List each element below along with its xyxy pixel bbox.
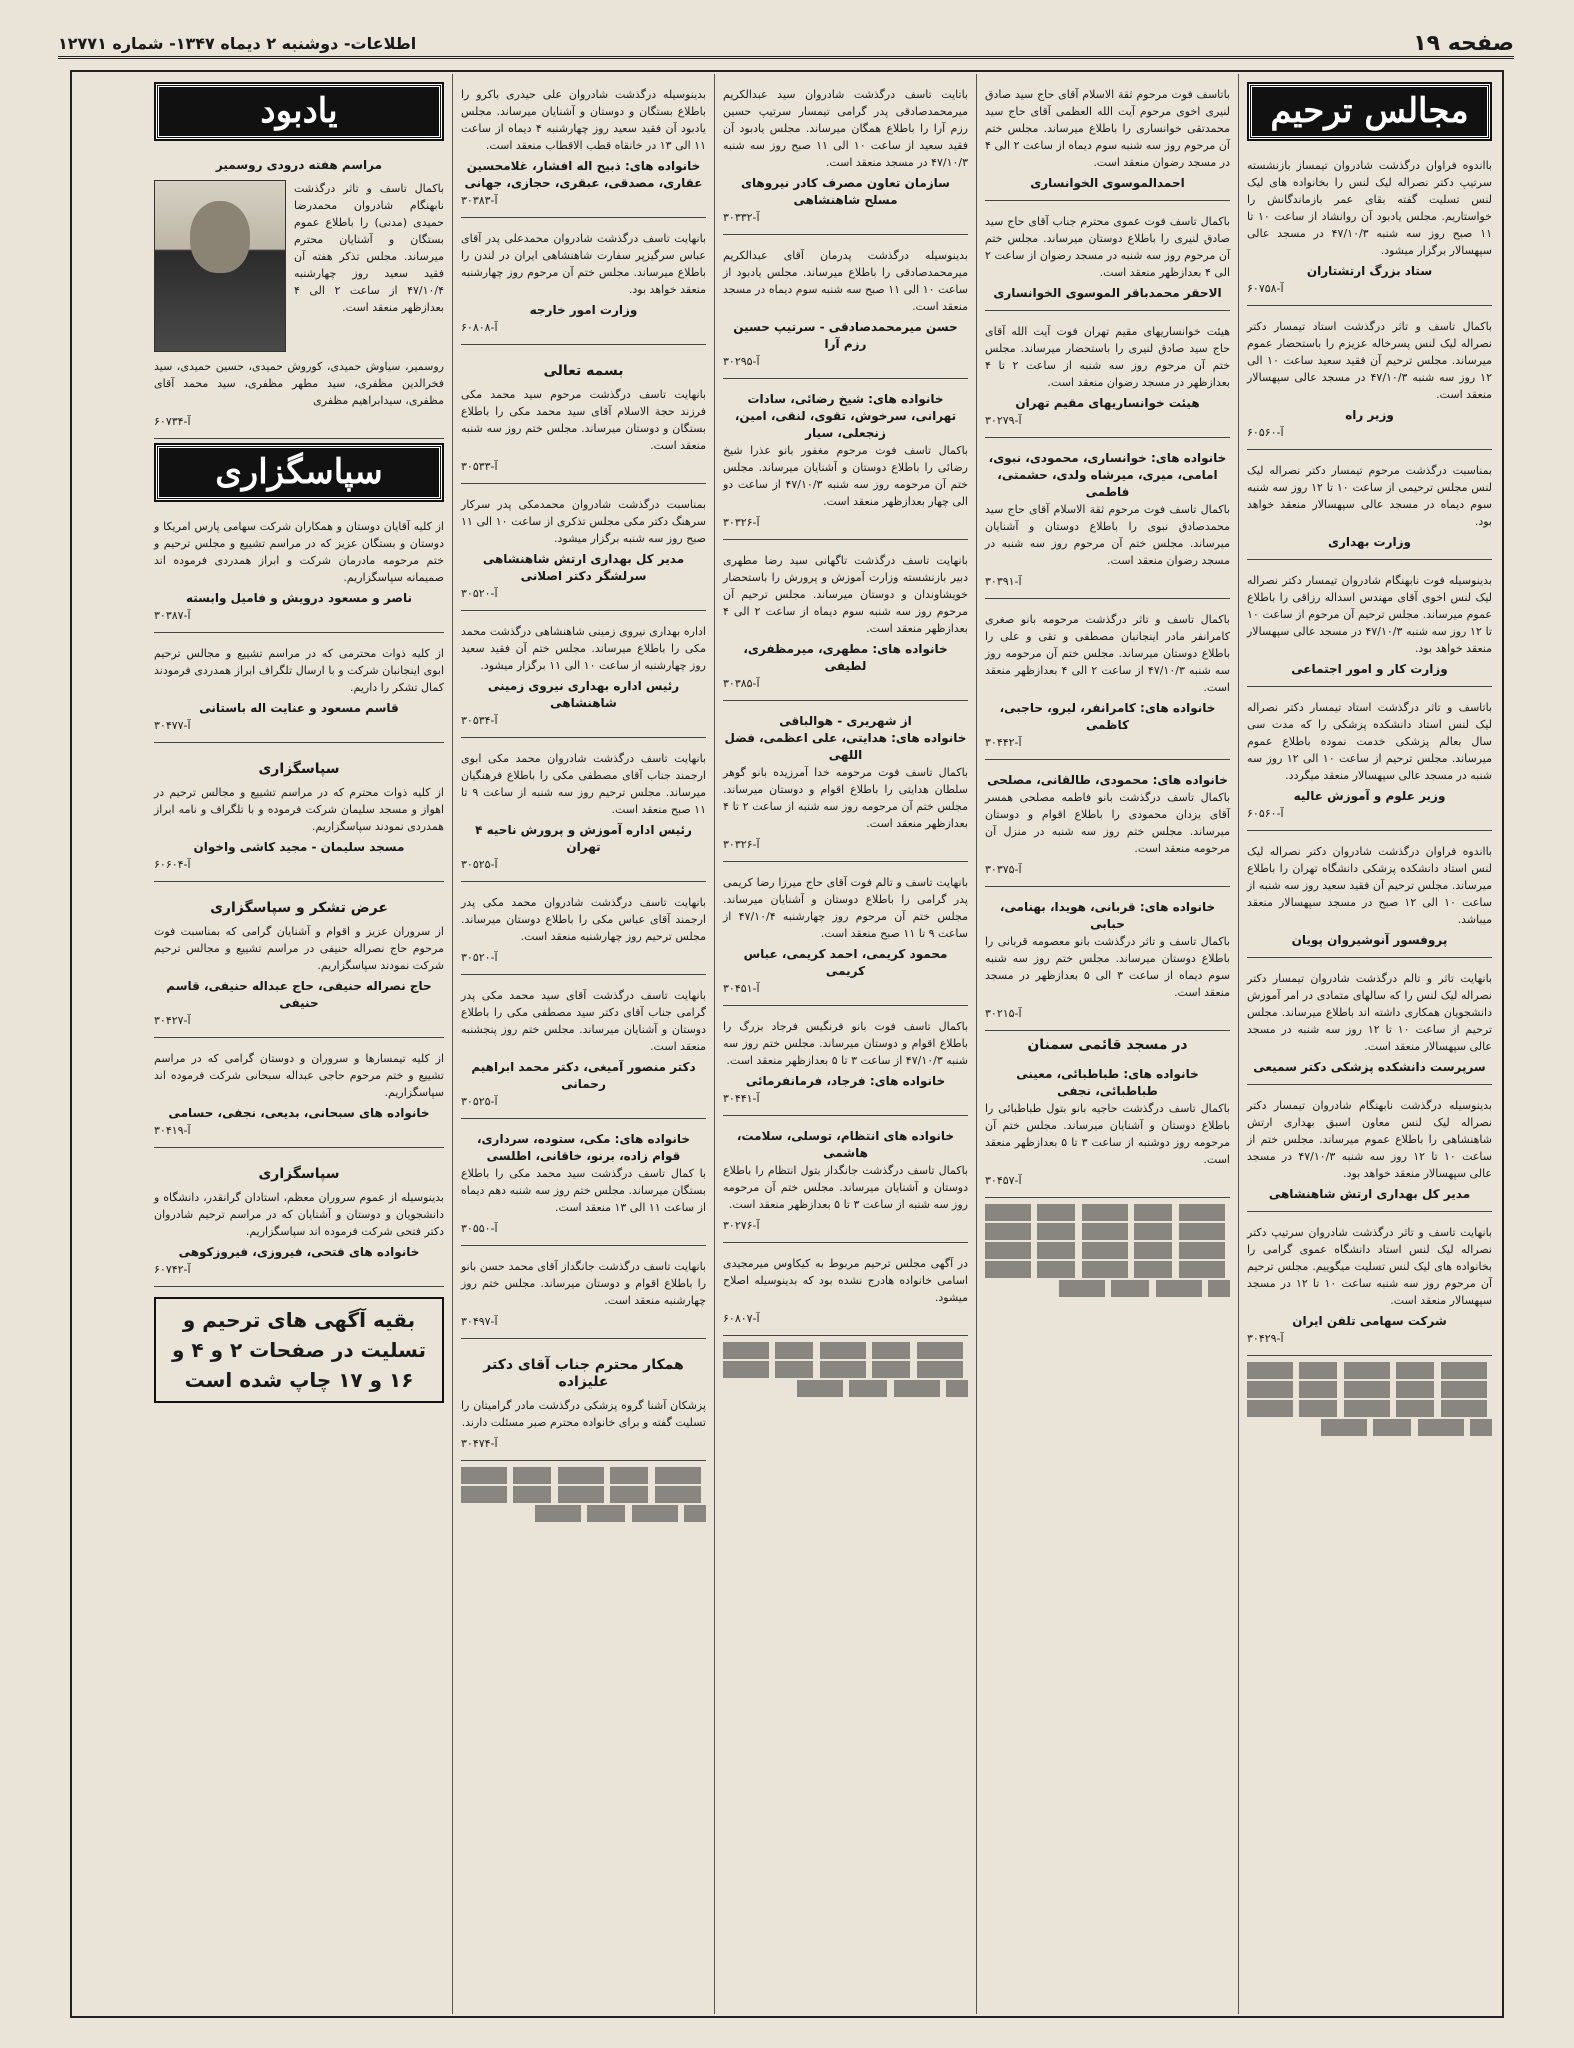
notice-text: در آگهی مجلس ترحیم مربوط به کیکاوس میرمجیدی اسامی خانواده هادرج نشده بود که بدینوسیله اصلاح میشود. xyxy=(723,1257,968,1304)
notice-text: باکمال تاسف فوت بانو فرنگیس فرجاد بزرگ را باطلاع اقوام و دوستان میرساند. مجلس ختم روز سه شنبه ۴۷/۱۰/۳ از ساعت ۳ تا ۵ بعدازظهر منعقد است. xyxy=(723,1020,968,1067)
text-line xyxy=(797,1380,969,1397)
notice xyxy=(985,444,1230,599)
notice-code: آ-۶۰۵۶۰ xyxy=(1247,807,1284,820)
notice-signer: وزیر علوم و آموزش عالیه xyxy=(1293,789,1446,803)
notice-text: با کمال تاسف درگذشت سید محمد مکی را باطلاع بستگان میرساند. مجلس ختم روز سه شنبه دهم دیماه از ساعت ۱۱ الی ۱۳ منعقد است. xyxy=(461,1167,706,1214)
notice xyxy=(985,893,1230,1031)
notice-families: خانواده های فتحی، فیروزی، فیروزکوهی xyxy=(178,1245,420,1259)
notice-families: خانواده های: طباطبائی، معینی طباطبائی، نجفی xyxy=(1016,1067,1199,1098)
notice-families: خانواده های: مطهری، میرمظفری، لطیفی xyxy=(743,642,948,673)
notice-families: خانواده های سبحانی، بدیعی، نجفی، حسامی xyxy=(168,1106,430,1120)
notice-code: آ-۳۰۳۹۱ xyxy=(985,575,1022,588)
notice-text: بمناسبت درگذشت مرحوم تیمسار دکتر نصراله لیک لنس مجلس ترحیمی از ساعت ۱۰ تا ۱۲ روز سه شنبه سوم دیماه در مسجد عالی سپهسالار منعقد خواهد بود. xyxy=(1247,464,1492,528)
notice xyxy=(723,1249,968,1336)
notice xyxy=(461,617,706,738)
notice-code: آ-۳۰۴۷۴ xyxy=(461,1437,498,1450)
text-line xyxy=(723,1342,968,1359)
notice xyxy=(154,1044,444,1148)
text-line xyxy=(461,1467,706,1484)
notice-code: آ-۳۰۴۲۷ xyxy=(154,1014,191,1027)
notice xyxy=(461,1125,706,1246)
notice xyxy=(1247,964,1492,1085)
notice xyxy=(1247,312,1492,450)
notice-signer: مدیر کل بهداری ارتش شاهنشاهی xyxy=(1268,1187,1471,1201)
notice-heading: بسمه تعالی xyxy=(543,363,624,379)
notice xyxy=(723,385,968,540)
notice-text: باتاسف و تاثر درگذشت استاد تیمسار دکتر نصراله لیک لنس استاد دانشکده پزشکی را که مدت سی سال بعالم پزشکی خدمت نموده باطلاع عموم میرساند. مجلس ترحیم از ساعت ۱۰ الی ۱۲ روز سه شنبه در مسجد عالی سپهسالار منعقد میگردد. xyxy=(1247,701,1492,782)
notice-text: بدینوسیله از عموم سروران معظم، استادان گرانقدر، دانشگاه و دانشجویان و دوستان و آشنایان که در مراسم ترحیم شادروان دکتر فتحی شرکت فرموده اند سپاسگزاریم. xyxy=(154,1191,444,1238)
notice-signer: وزارت امور خارجه xyxy=(529,303,638,317)
notice-text: هیئت خوانساریهای مقیم تهران فوت آیت الله آقای حاج سید صادق لنیری را باستحضار میرساند. مجلس ختم آن مرحوم روز سه شنبه از ساعت ۲ تا ۴ بعدازظهر در مسجد رضوان منعقد است. xyxy=(985,325,1231,389)
notice-families: خانواده های: مکی، ستوده، سرداری، قوام زاده، برنو، خاقانی، اطلسی xyxy=(476,1132,690,1163)
text-line xyxy=(1321,1419,1493,1436)
notice-code: آ-۳۰۵۲۵ xyxy=(461,1095,498,1108)
notice-text: بانهایت تاسف درگذشت مرحوم سید محمد مکی فرزند حجة الاسلام آقای سید محمد مکی را باطلاع بستگان و دوستان میرساند. مجلس ختم روز سه شنبه منعقد است. xyxy=(461,388,706,452)
column-3 xyxy=(714,74,976,2014)
notice-text: بدینوسیله فوت نابهنگام شادروان تیمسار دکتر نصراله لیک لنس اخوی آقای مهندس اسداله رزاقی را باطلاع عموم میرساند. مجلس ترحیم آن مرحوم از ساعت ۱۰ تا ۱۲ روز سه شنبه ۴۷/۱۰/۳ در مسجد عالی سپهسالار منعقد خواهد بود. xyxy=(1247,574,1492,655)
notice xyxy=(1247,456,1492,560)
notice-text: از کلیه ذوات محترمی که در مراسم تشییع و مجالس ترحیم ابوی اینجانبان شرکت و با ارسال تلگراف ابراز همدردی فرمودند کمال تشکر را داریم. xyxy=(154,647,444,694)
notice-text: بااندوه فراوان درگذشت شادروان دکتر نصراله لیک لنس استاد دانشکده پزشکی دانشگاه تهران را باطلاع میرساند. مجلس ترحیم آن فقید سعید روز سه شنبه از ساعت ۱۰ الی ۱۲ صبح در مسجد سپهسالار منعقد میباشد. xyxy=(1247,845,1492,926)
notice xyxy=(1247,693,1492,831)
notice-text: بانهایت تاسف درگذشت تاگهانی سید رضا مطهری دبیر بازنشسته وزارت آموزش و پرورش را باستحضار خویشاوندان و دوستان میرساند. مجلس ترحیم آن مرحوم روز سه شنبه سوم دیماه از ساعت ۲ الی ۴ بعدازظهر منعقد است. xyxy=(723,554,968,635)
text-line xyxy=(1247,1400,1492,1417)
notice-text: از کلیه ذوات محترم که در مراسم تشییع و مجالس ترحیم در اهواز و مسجد سلیمان شرکت فرموده و با تلگراف و نامه ابراز همدردی نمودند سپاسگزاریم. xyxy=(154,786,444,833)
notice-code: آ-۳۰۲۱۵ xyxy=(985,1007,1022,1020)
notice-code: آ-۳۰۵۳۴ xyxy=(461,714,498,727)
notice-signer: هیئت خوانساریهای مقیم تهران xyxy=(1015,396,1200,410)
notice-code: آ-۳۰۳۷۵ xyxy=(985,863,1022,876)
notice-text: از سروران عزیز و اقوام و آشنایان گرامی که بمناسبت فوت مرحوم حاج نصراله حنیفی در مراسم تشییع و مجالس ترحیم شرکت نمودند سپاسگزاریم. xyxy=(154,925,444,972)
notice xyxy=(461,981,706,1119)
notice-text: باکمال تاسف فوت مرحوم مغفور بانو عذرا شیخ رضائی را باطلاع دوستان و آشنایان میرساند. مجلس ختم آن مرحومه روز سه شنبه ۴۷/۱۰/۳ از ساعت دو الی چهار بعدازظهر منعقد است. xyxy=(723,444,968,508)
notice-families: خانواده های: ذبیح اله افشار، غلامحسین عقاری، مصدقی، عبقری، حجازی، جهانی xyxy=(464,159,703,190)
text-line xyxy=(985,1223,1230,1240)
notice-families: دکتر منصور آمیغی، دکتر محمد ابراهیم رحمانی xyxy=(471,1060,696,1091)
notice xyxy=(461,80,706,218)
notice-code: آ-۳۰۲۷۹ xyxy=(985,414,1022,427)
text-line xyxy=(535,1505,707,1522)
notice-signer: احمدالموسوی الخوانساری xyxy=(1030,176,1185,190)
notice-heading: عرض تشکر و سپاسگزاری xyxy=(210,900,388,916)
masthead: اطلاعات- دوشنبه ۲ دیماه ۱۳۴۷- شماره ۱۲۷۷۱ xyxy=(58,33,417,53)
notice xyxy=(723,241,968,379)
notice xyxy=(723,546,968,701)
notice-code: آ-۳۰۴۱۹ xyxy=(154,1124,191,1137)
notice-code: آ-۳۰۵۳۳ xyxy=(461,460,498,473)
notice-code: آ-۳۰۵۲۰ xyxy=(461,951,498,964)
text-line xyxy=(985,1204,1230,1221)
notice-signer: وزارت کار و امور اجتماعی xyxy=(1291,662,1448,676)
notice-text: باتایت تاسف درگذشت شادروان سید عبدالکریم میرمحمدصادقی پدر گرامی تیمسار سرتیپ حسین رزم آرا را باطلاع همگان میرساند. مجلس یادبود آن فقید سعید از ساعت ۱۰ الی ۱۱ صبح روز سه شنبه ۴۷/۱۰/۳ در مسجد منعقد است. xyxy=(723,88,968,169)
notice-text: بااندوه فراوان درگذشت شادروان تیمساز بازنشسته سرتیپ دکتر نصراله لیک لنس را بخانواده های لیک لنس تسلیت گفته بقای عمر بازماندگانش را خواستاریم. مجلس یادبود آن روانشاد از ساعت ۱۰ تا ۱۱ صبح روز سه شنبه ۴۷/۱۰/۳ در مسجد عالی سپهسالار برگزار میشود. xyxy=(1247,159,1493,257)
notice xyxy=(154,512,444,633)
notice-families: خانواده های: خوانساری، محمودی، نبوی، امامی، میری، میرشاه ولدی، حشمتی، فاطمی xyxy=(988,451,1227,499)
notice-signer: حاج نصراله حنیفی، حاج عبداله حنیفی، قاسم حنیفی xyxy=(166,979,432,1010)
notice-signer: قاسم مسعود و عنایت اله باستانی xyxy=(199,701,399,715)
notice xyxy=(1247,151,1492,306)
notice-families: روسمیر، سیاوش حمیدی، کوروش حمیدی، حسین حمیدی، سید فخرالدین مظفری، سید مطهر مظفری، سید محمد آقای مظفری، سیدابراهیم مظفری xyxy=(154,360,444,407)
notice xyxy=(461,888,706,975)
continued-notice-box: بقیه آگهی های ترحیم و تسلیت در صفحات ۲ و ۴ و ۱۶ و ۱۷ چاپ شده است xyxy=(154,1297,444,1403)
notice xyxy=(461,744,706,882)
notice-text: بانهایت تاسف و تالم فوت آقای حاج میرزا رضا کریمی پدر گرامی را باطلاع دوستان و آشنایان میرساند. مجلس ختم آن مرحوم روز چهارشنبه ۴۷/۱۰/۴ از ساعت ۹ تا ۱۱ صبح منعقد است. xyxy=(723,876,968,940)
notice-code: آ-۳۰۴۵۷ xyxy=(985,1174,1022,1187)
notice-signer: سازمان تعاون مصرف کادر نیروهای مسلح شاهنشاهی xyxy=(741,176,950,207)
notice-text: باتاسف فوت مرحوم ثقة الاسلام آقای حاج سید صادق لنیری اخوی مرحوم آیت الله العظمی آقای حاج سید محمدتقی خوانساری را باطلاع میرساند. مجلس ختم آن مرحوم روز سه شنبه سوم دیماه از ساعت ۲ الی ۴ در مسجد رضوان منعقد است. xyxy=(985,88,1230,169)
notice xyxy=(985,80,1230,201)
notice xyxy=(1247,566,1492,687)
notice-heading: سپاسگزاری xyxy=(258,761,340,777)
section-title-yadbood: یادبود xyxy=(156,84,442,139)
notice-text: بانهایت تاسف و تاثر درگذشت شادروان سرتیپ دکتر نصراله لیک لنس استاد دانشگاه عموی گرامی را بخانواده های لیک لنس تسلیت میگوییم. مجلس ترحیم آن مرحوم روز سه شنبه ساعت ۱۰ تا ۱۲ در مسجد سپهسالار منعقد است. xyxy=(1247,1226,1493,1307)
notice-text: پزشکان آشنا گروه پزشکی درگذشت مادر گرامیتان را تسلیت گفته و برای خانواده محترم صبر مسئلت دارند. xyxy=(461,1399,706,1429)
notice xyxy=(723,80,968,235)
notice-code: آ-۳۰۲۷۶ xyxy=(723,1219,760,1232)
notice-heading: سپاسگزاری xyxy=(258,1166,340,1182)
column-1 xyxy=(1238,74,1500,2014)
portrait-photo xyxy=(154,180,286,352)
notice-families: خانواده های: شیخ رضائی، سادات تهرانی، سرخوش، تقوی، لنقی، امین، زنجعلی، سیار xyxy=(734,392,957,440)
notice xyxy=(461,1345,706,1461)
notice-code: آ-۳۰۴۲۹ xyxy=(1247,1332,1284,1345)
notice-code: آ-۳۰۳۳۲ xyxy=(723,211,760,224)
notice xyxy=(1247,1218,1492,1356)
notice-signer: پروفسور آنوشیروان پویان xyxy=(1291,933,1448,947)
notice xyxy=(985,766,1230,887)
notice-code: آ-۶۰۶۰۴ xyxy=(154,858,191,871)
notice-heading: از شهریری - هوالباقی xyxy=(779,714,912,728)
text-line xyxy=(1247,1362,1492,1379)
notice-text: بانهایت تاسف درگذشت جانگداز آقای محمد حسن بانو را باطلاع اقوام و دوستان میرساند. مجلس ختم روز چهارشنبه منعقد است. xyxy=(461,1260,706,1307)
text-line xyxy=(461,1486,706,1503)
notice-signer: ستاد بزرگ ارتشتاران xyxy=(1306,264,1433,278)
notice-text: بانهایت تاسف درگذشت شادروان محمدعلی پدر آقای عباس سرگیزپر سفارت شاهنشاهی ایران در لندن را باطلاع میرساند. مجلس ختم آن مرحوم روز چهارشنبه منعقد خواهد بود. xyxy=(461,232,706,296)
notice-text: از کلیه آقایان دوستان و همکاران شرکت سهامی پارس امریکا و دوستان و بستگان عزیز که در مراسم تشییع و مجلس ترحیم و ختم مرحومه مادرمان شرکت و ابراز همدردی فرموده اند صمیمانه سپاسگزاریم. xyxy=(154,520,444,584)
notice-code: آ-۳۰۴۴۱ xyxy=(723,1092,760,1105)
notice-code: آ-۶۰۸۰۷ xyxy=(723,1312,760,1325)
notice-signer: الاحقر محمدباقر الموسوی الخوانساری xyxy=(993,286,1222,300)
notice-heading: مراسم هفته درودی روسمیر xyxy=(215,158,383,172)
notice-text: باکمال تاسف و تاثر درگذشت مرحومه بانو صغری کامرانفر مادر اینجانبان مصطفی و تقی و علی را باطلاع دوستان میرساند. مجلس ختم آن مرحومه روز سه شنبه ۴۷/۱۰/۳ از ساعت ۲ الی ۴ بعدازظهر منعقد است. xyxy=(985,613,1230,694)
notice-signer: وزارت بهداری xyxy=(1327,535,1411,549)
notice-families: خانواده های انتظام، توسلی، سلامت، هاشمی xyxy=(736,1129,955,1160)
notice-code: آ-۳۰۳۸۵ xyxy=(723,677,760,690)
notice-text: بانهایت تاثر و تالم درگذشت شادروان تیمسار دکتر نصراله لیک لنس را که سالهای متمادی در امر آموزش دانشجویان همکاری داشته اند باطلاع میرساند. مجلس ترحیم از ساعت ۱۰ تا ۱۲ روز سه شنبه در مسجد عالی سپهسالار منعقد است. xyxy=(1247,972,1493,1053)
notice xyxy=(1247,837,1492,958)
page-header xyxy=(58,30,1514,59)
notice-families: خانواده های: هدایتی، علی اعظمی، فضل اللهی xyxy=(724,731,967,762)
notice-signer: رئیس اداره بهداری نیروی زمینی شاهنشاهی xyxy=(487,679,680,710)
notice-signer: مدیر کل بهداری ارتش شاهنشاهی سرلشگر دکتر اصلانی xyxy=(482,552,685,583)
notice-text: بمناسبت درگذشت شادروان محمدمکی پدر سرکار سرهنگ دکتر مکی مجلس تذکری از ساعت ۱۰ الی ۱۱ صبح روز سه شنبه برگزار میشود. xyxy=(461,498,706,545)
notice xyxy=(154,1154,444,1287)
notice xyxy=(985,207,1230,311)
notice-signer: شرکت سهامی تلفن ایران xyxy=(1292,1314,1447,1328)
notice-text: باکمال تاسف و تاثر درگذشت نابهنگام شادروان محمدرضا حمیدی (مدنی) را باطلاع عموم بستگان و آشنایان محترم میرساند. مجلس تذکر هفته آن فقید سعید روز چهارشنبه ۴۷/۱۰/۴ از ساعت ۲ الی ۴ بعدازظهر منعقد است. xyxy=(294,182,445,314)
notice xyxy=(154,749,444,882)
notice-code: آ-۳۰۳۲۶ xyxy=(723,838,760,851)
notice-families: خانواده های: قربانی، هویدا، بهنامی، حبابی xyxy=(999,900,1216,931)
notice-families: محمود کریمی، احمد کریمی، عباس کریمی xyxy=(743,947,948,978)
notice-code: آ-۳۰۴۵۱ xyxy=(723,982,760,995)
notice xyxy=(723,1122,968,1243)
notice xyxy=(723,868,968,1006)
notice-code: آ-۳۰۴۷۷ xyxy=(154,719,191,732)
notice-code: آ-۶۰۷۴۲ xyxy=(154,1263,191,1276)
notice-code: آ-۳۰۲۹۵ xyxy=(723,355,760,368)
notice-text: باکمال تاسف فوت مرحومه خدا آمرزیده بانو گوهر سلطان هدایتی را باطلاع اقوام و دوستان میرساند. مجلس ختم آن مرحومه روز سه شنبه از ساعت ۲ تا ۴ بعدازظهر منعقد است. xyxy=(723,766,968,830)
notice-signer: سرپرست دانشکده پزشکی دکتر سمیعی xyxy=(1253,1060,1486,1074)
notice-code: آ-۳۰۵۲۰ xyxy=(461,587,498,600)
notice xyxy=(461,1252,706,1339)
notice xyxy=(461,224,706,345)
notice-code: آ-۳۰۵۵۰ xyxy=(461,1222,498,1235)
page-number: صفحه ۱۹ xyxy=(1413,30,1514,56)
notice-text: بدینوسیله درگذشت پدرمان آقای عبدالکریم میرمحمدصادقی را باطلاع میرساند. مجلس یادبود از ساعت ۱۰ الی ۱۱ صبح سه شنبه سوم دیماه در مسجد منعقد است. xyxy=(723,249,969,313)
notice-signer: ناصر و مسعود درویش و فامیل وابسته xyxy=(185,591,412,605)
notice xyxy=(461,490,706,611)
notice xyxy=(723,1012,968,1116)
notice-code: آ-۳۰۵۲۵ xyxy=(461,858,498,871)
notice-heading: همکار محترم جناب آقای دکتر علیزاده xyxy=(483,1357,684,1390)
notice-code: آ-۶۰۵۶۰ xyxy=(1247,426,1284,439)
notice-text: بانهایت تاسف درگذشت شادروان محمد مکی پدر ارجمند آقای عباس مکی را باطلاع دوستان میرساند. مجلس ترحیم روز چهارشنبه منعقد است. xyxy=(461,896,706,943)
notice-text: باکمال تاسف درگذشت حاجیه بانو بتول طباطبائی را باطلاع دوستان و آشنایان میرساند. مجلس ختم آن مرحومه روز دوشنبه از ساعت ۳ تا ۵ بعدازظهر منعقد است. xyxy=(985,1102,1230,1166)
text-line xyxy=(985,1261,1230,1278)
notice xyxy=(985,605,1230,760)
notice-code: آ-۳۰۳۸۳ xyxy=(461,194,498,207)
notice-text: بانهایت تاسف درگذشت شادروان محمد مکی ابوی ارجمند جناب آقای مصطفی مکی را باطلاع فرهنگیان میرساند. مجلس ترحیم روز سه شنبه از ساعت ۹ تا ۱۱ صبح منعقد است. xyxy=(461,752,706,816)
notice xyxy=(1247,1091,1492,1212)
notice-signer: مسجد سلیمان - مجید کاشی واخوان xyxy=(193,840,405,854)
section-title-majales-tarhim: مجالس ترحیم xyxy=(1249,84,1490,139)
notice xyxy=(154,639,444,743)
notice-text: بدینوسیله درگذشت نابهنگام شادروان تیمسار دکتر نصراله لیک لنس معاون اسبق بهداری ارتش شاهنشاهی را باطلاع عموم میرساند. مجلس ختم از ساعت ۱۰ تا ۱۲ روز سه شنبه ۴۷/۱۰/۳ در مسجد عالی سپهسالار منعقد خواهد بود. xyxy=(1247,1099,1492,1180)
section-title-sepasgozari: سپاسگزاری xyxy=(156,445,442,500)
notice-code: آ-۳۰۳۲۶ xyxy=(723,516,760,529)
notice-signer: وزیر راه xyxy=(1345,408,1394,422)
notice xyxy=(154,888,444,1038)
notice-code: آ-۳۰۴۹۷ xyxy=(461,1315,498,1328)
notice-families: خانواده های: فرجاد، فرمانفرمائی xyxy=(745,1074,946,1088)
notice-text: باکمال تاسف و تاثر درگذشت بانو معصومه قربانی را باطلاع دوستان میرساند. مجلس ختم روز سه شنبه سوم دیماه از ساعت ۳ الی ۵ بعدازظهر در مسجد منعقد است. xyxy=(985,935,1230,999)
notice-text: باکمال تاسف درگذشت جانگداز بتول انتظام را باطلاع دوستان و آشنایان میرساند. مجلس ختم آن مرحومه روز سه شنبه از ساعت ۳ تا ۵ بعدازظهر منعقد است. xyxy=(723,1164,968,1211)
text-line xyxy=(1247,1381,1492,1398)
notice-text: بدینوسیله درگذشت شادروان علی حیدری باکرو را باطلاع بستگان و دوستان و آشنایان میرساند. مجلس یادبود آن فقید سعید روز چهارشنبه ۴ دیماه از ساعت ۱۱ الی ۱۳ در خانقاه قطب الاقطاب منعقد است. xyxy=(461,88,706,152)
column-5 xyxy=(146,74,452,2014)
notice-text: باکمال تاسف درگذشت بانو فاطمه مصلحی همسر آقای یزدان محمودی را باطلاع اقوام و دوستان میرساند. مجلس ختم روز سه شنبه در منزل آن مرحومه منعقد است. xyxy=(985,791,1230,855)
notice xyxy=(461,351,706,484)
notice xyxy=(985,1060,1230,1198)
column-4 xyxy=(452,74,714,2014)
notice xyxy=(154,151,444,439)
notice-text: بانهایت تاسف درگذشت آقای سید محمد مکی پدر گرامی جناب آقای دکتر سید مصطفی مکی را باطلاع دوستان و آشنایان میرساند. مجلس ختم روز پنجشنبه منعقد است. xyxy=(461,989,706,1053)
notice-text: باکمال تاسف فوت عموی محترم جناب آقای حاج سید صادق لنیری را باطلاع دوستان میرساند. مجلس ختم آن مرحوم روز سه شنبه در مسجد رضوان از ساعت ۲ الی ۴ بعدازظهر منعقد است. xyxy=(985,215,1230,279)
notice-text: از کلیه تیمسارها و سروران و دوستان گرامی که در مراسم تشییع و ختم مرحوم حاجی عبداله سبحانی شرکت فرموده اند سپاسگزاریم. xyxy=(154,1052,444,1099)
notice-text: اداره بهداری نیروی زمینی شاهنشاهی درگذشت محمد مکی را باطلاع میرساند. مجلس ختم آن فقید سعید روز چهارشنبه از ساعت ۱۰ الی ۱۱ برگزار میشود. xyxy=(461,625,706,672)
photo-row xyxy=(154,180,444,352)
notice-code: آ-۳۰۴۴۲ xyxy=(985,736,1022,749)
notice-text: باکمال تاسف و تاثر درگذشت استاد تیمسار دکتر نصراله لیک لنس پسرخاله عزیزم را باستحضار عموم میرساند. مجلس ترحیم آن فقید سعید ساعت ۱۰ الی ۱۲ روز سه شنبه ۴۷/۱۰/۳ در مسجد عالی سپهسالار منعقد است. xyxy=(1247,320,1492,401)
notice-text: باکمال تاسف فوت مرحوم ثقة الاسلام آقای حاج سید محمدصادق نبوی را باطلاع دوستان و آشنایان میرساند. مجلس ختم آن مرحوم روز سه شنبه در مسجد رضوان منعقد است. xyxy=(985,503,1230,567)
text-line xyxy=(985,1242,1230,1259)
notice xyxy=(723,707,968,862)
notice-signer: رئیس اداره آموزش و پرورش ناحیه ۴ تهران xyxy=(475,823,692,854)
section-heading: در مسجد قائمی سمنان xyxy=(1027,1037,1188,1053)
text-line xyxy=(723,1361,968,1378)
notice-code: آ-۶۰۷۳۴ xyxy=(154,415,191,428)
text-line xyxy=(1059,1280,1231,1297)
notice-families: خانواده های: کامرانفر، لیرو، حاجبی، کاظمی xyxy=(999,701,1216,732)
notice xyxy=(985,317,1230,438)
notice-code: آ-۶۰۸۰۸ xyxy=(461,321,498,334)
notice-code: آ-۶۰۷۵۸ xyxy=(1247,282,1284,295)
column-2 xyxy=(976,74,1238,2014)
notice-signer: حسن میرمحمدصادقی - سرتیپ حسین رزم آرا xyxy=(733,320,958,351)
notice-code: آ-۳۰۳۸۷ xyxy=(154,609,191,622)
notice-families: خانواده های: محمودی، طالقانی، مصلحی xyxy=(987,773,1228,787)
